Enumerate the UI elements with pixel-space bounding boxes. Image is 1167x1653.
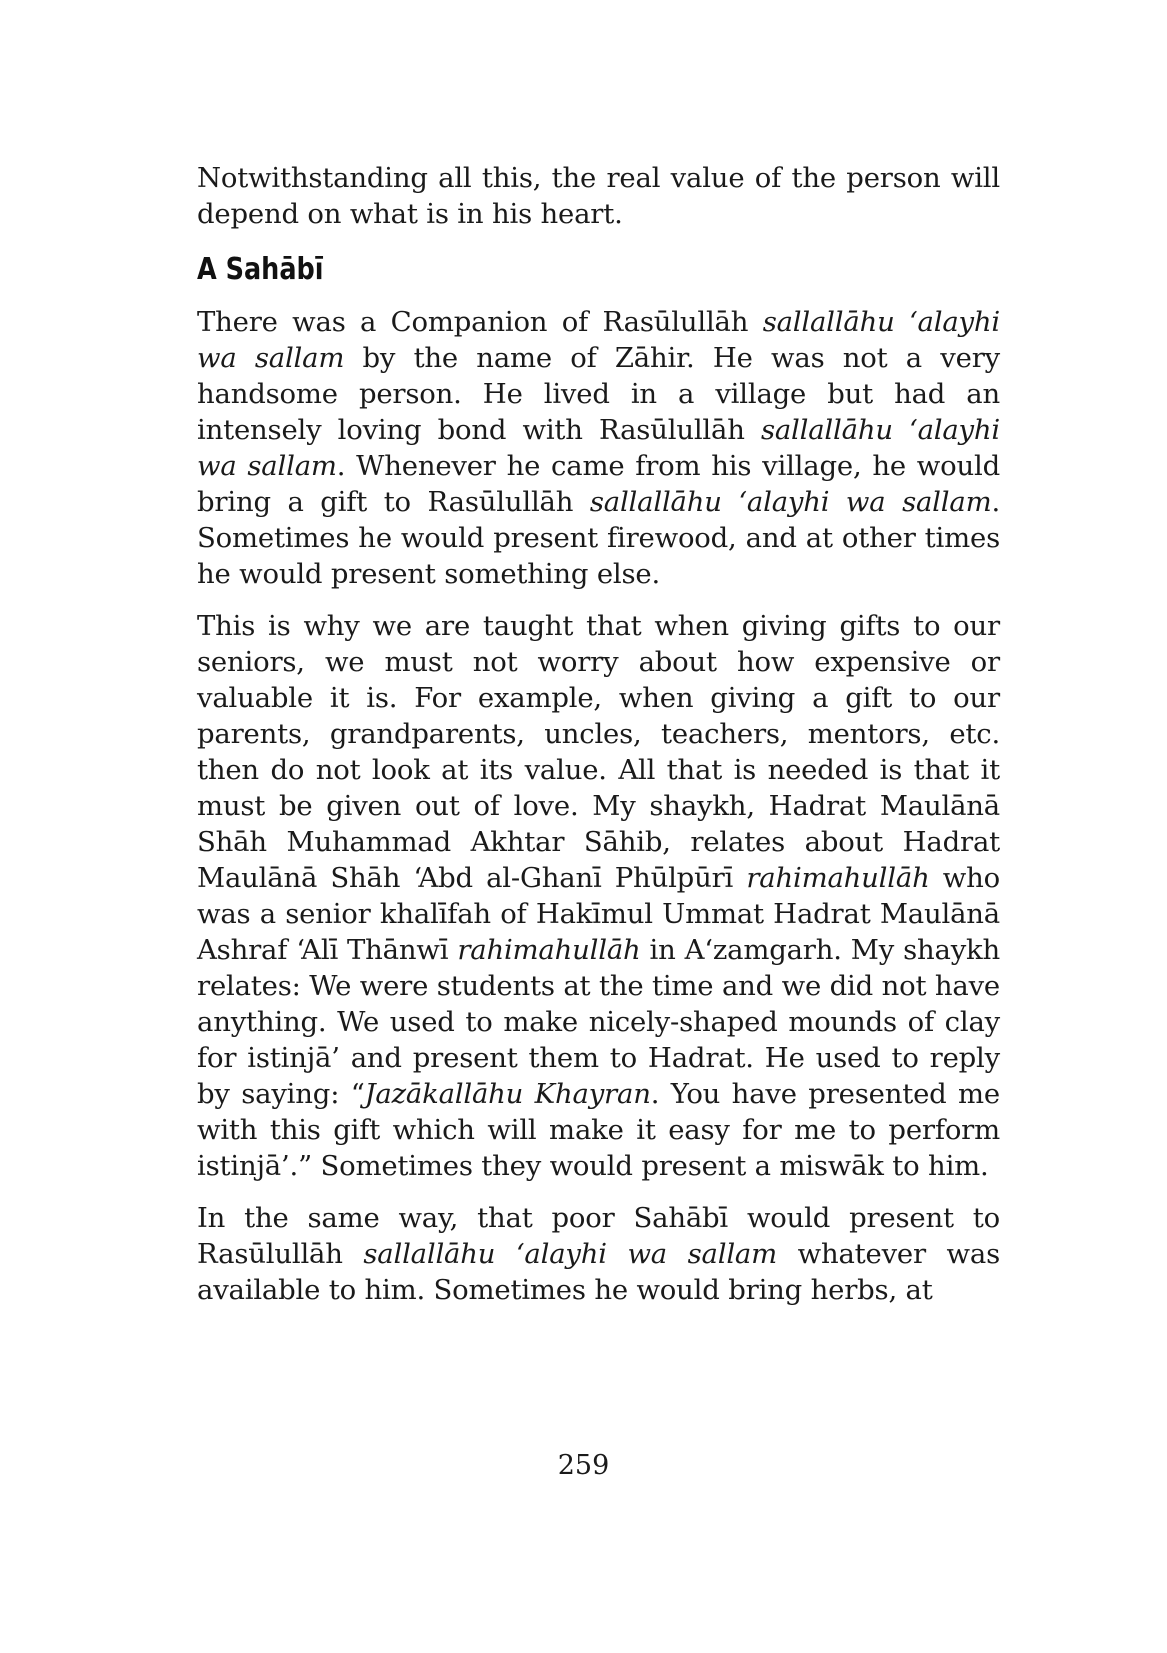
p1-text-c: . Whenever he came from his village, he would bring a gift to Rasūlullāh — [197, 450, 1000, 518]
rahimahullah: rahimahullāh — [746, 862, 930, 894]
honorific: sallallāhu ‘alayhi wa sallam — [197, 414, 1000, 482]
paragraph-3 — [197, 1200, 1000, 1308]
p3-text-a: In the same way, that poor Sahābī would present to Rasūlullāh — [197, 1202, 1000, 1270]
section-heading: A Sahābī — [197, 252, 324, 287]
p1-text-d: . Sometimes he would present firewood, and at other times he would present something else. — [197, 486, 1000, 590]
honorific: sallallāhu ‘alayhi wa sallam — [589, 486, 992, 518]
page-body — [197, 160, 1000, 1308]
p3-text-b: whatever was available to him. Sometimes he would bring herbs, at — [197, 1238, 1000, 1306]
honorific: sallallāhu ‘alayhi wa sallam — [197, 306, 1000, 374]
p1-text-a: There was a Companion of Rasūlullāh — [197, 306, 763, 338]
paragraph-2 — [197, 608, 1000, 1184]
p2-text-c: in A‘zamgarh. My shaykh relates: We were students at the time and we did not have anything. We used to make nicely-shaped mounds of clay for istinjā’ and present them to Hadrat. He used to reply by saying: “ — [197, 934, 1001, 1110]
p2-text-b: who was a senior khalīfah of Hakīmul Ummat Hadrat Maulānā Ashraf ‘Alī Thānwī — [197, 862, 1001, 966]
p2-text-a: This is why we are taught that when giving gifts to our seniors, we must not worry about how expensive or valuable it is. For example, when giving a gift to our parents, grandparents, uncles, teachers, mentors, etc. then do not look at its value. All that is needed is that it must be given out of love. My shaykh, Hadrat Maulānā Shāh Muhammad Akhtar Sāhib, relates about Hadrat Maulānā Shāh ‘Abd al-Ghanī Phūlpūrī — [197, 610, 1000, 894]
p1-text-b: by the name of Zāhir. He was not a very handsome person. He lived in a village but had an intensely loving bond with Rasūlullāh — [197, 342, 1000, 446]
paragraph-1 — [197, 304, 1000, 592]
honorific: sallallāhu ‘alayhi wa sallam — [363, 1238, 777, 1270]
jazakallahu: Jazākallāhu Khayran — [364, 1078, 651, 1110]
intro-paragraph: Notwithstanding all this, the real value of the person will depend on what is in his heart. — [197, 162, 1000, 230]
rahimahullah: rahimahullāh — [457, 934, 641, 966]
page-number: 259 — [557, 1450, 610, 1481]
p2-text-d: . You have presented me with this gift which will make it easy for me to perform istinjā’.” Sometimes they would present a miswāk to him. — [197, 1078, 1000, 1182]
